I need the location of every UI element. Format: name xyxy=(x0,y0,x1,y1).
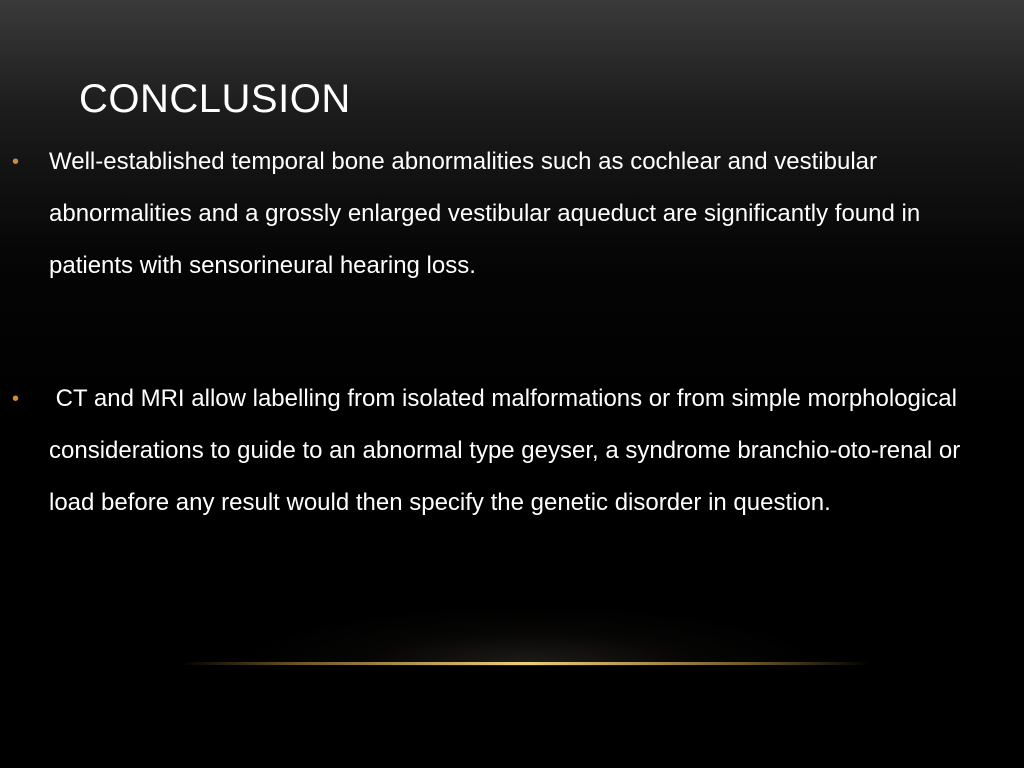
decorative-gold-divider xyxy=(180,662,870,665)
decorative-glow xyxy=(160,590,900,666)
bullet-point-icon: • xyxy=(12,388,20,410)
bullet-item xyxy=(0,373,1024,529)
bullet-text: CT and MRI allow labelling from isolated malformations or from simple morphological considerations to guide to an abnormal type geyser, a syndrome branchio-oto-renal or load before any result would then specify the genetic disorder in question. xyxy=(49,385,967,516)
slide-title: CONCLUSION xyxy=(79,77,351,121)
bullet-item xyxy=(0,136,1024,292)
bullet-list xyxy=(0,136,1024,529)
bullet-point-icon: • xyxy=(12,151,20,173)
bullet-text: Well-established temporal bone abnormalities such as cochlear and vestibular abnormalities and a grossly enlarged vestibular aqueduct are significantly found in patients with sensorineural hearing loss. xyxy=(49,148,927,279)
